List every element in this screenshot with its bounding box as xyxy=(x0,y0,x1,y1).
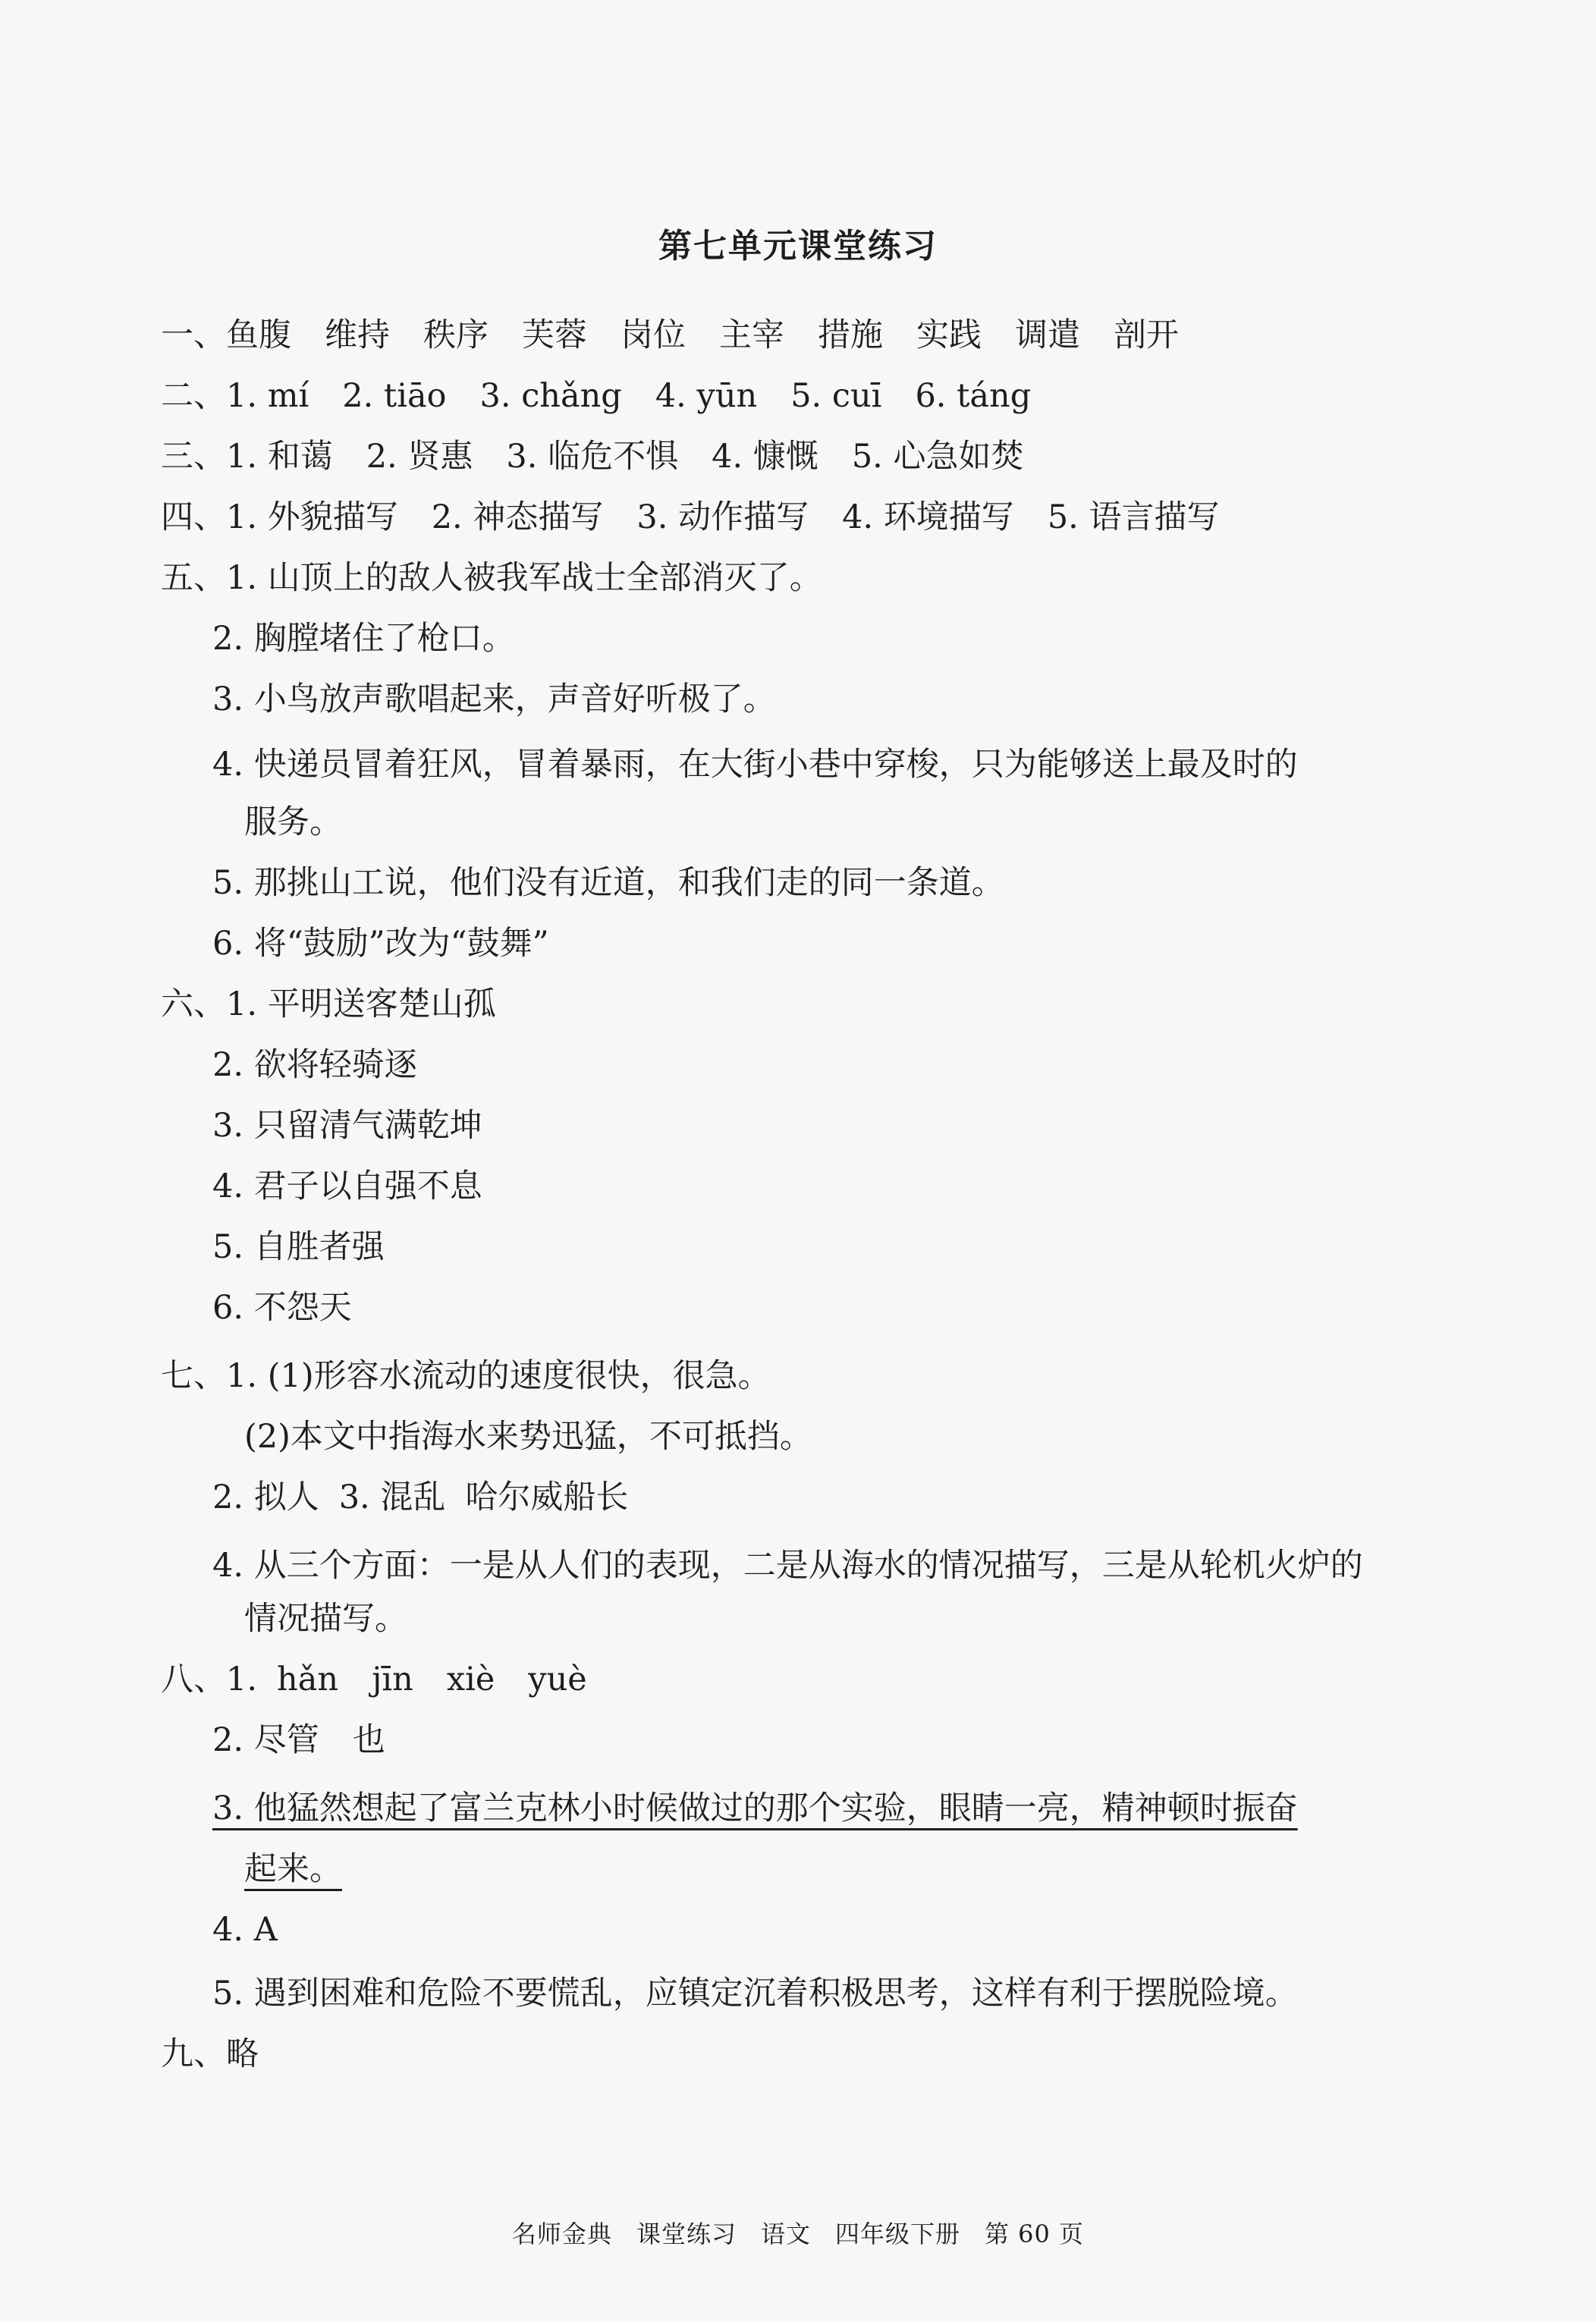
word: 秩序 xyxy=(423,316,489,354)
section-8-item-2 xyxy=(212,1719,385,1761)
section-8-item-5: 5. 遇到困难和危险不要慌乱，应镇定沉着积极思考，这样有利于摆脱险境。 xyxy=(212,1975,1298,2013)
answer-item: 也 xyxy=(352,1721,385,1759)
section-2-pinyin xyxy=(161,375,1031,417)
page-footer xyxy=(0,2215,1596,2250)
answer-item: 3. 临危不惧 xyxy=(506,438,679,476)
answer-item: 4. 慷慨 xyxy=(712,438,818,476)
section-6-item-5: 5. 自胜者强 xyxy=(212,1228,385,1266)
section-8-item-3-continued: 起来。 xyxy=(244,1850,342,1888)
answer-item: 2. tiāo xyxy=(342,377,447,415)
word: 鱼腹 xyxy=(226,316,291,354)
answer-item: 1. 山顶上的敌人被我军战士全部消灭了。 xyxy=(226,559,822,597)
answer-item: 1. xyxy=(226,1661,258,1698)
answer-item: 略 xyxy=(226,2035,259,2073)
section-8-item-4: 4. A xyxy=(212,1911,278,1949)
pinyin: yuè xyxy=(528,1661,587,1698)
section-9 xyxy=(161,2033,259,2075)
answer-item: 2. 尽管 xyxy=(212,1721,319,1759)
section-5-item-2: 2. 胸膛堵住了枪口。 xyxy=(212,620,515,658)
answer-item: 4. yūn xyxy=(655,377,758,415)
section-8-item-1 xyxy=(161,1658,587,1701)
answer-item: 1. 和蔼 xyxy=(226,438,333,476)
answer-item: 1. (1)形容水流动的速度很快，很急。 xyxy=(226,1357,771,1395)
word: 维持 xyxy=(325,316,390,354)
answer-item: 2. 神态描写 xyxy=(431,498,604,536)
pinyin: hǎn xyxy=(277,1661,339,1698)
answer-item: 5. 心急如焚 xyxy=(851,438,1024,476)
section-6-item-4: 4. 君子以自强不息 xyxy=(212,1167,482,1205)
word: 剖开 xyxy=(1114,316,1179,354)
section-5-item-1 xyxy=(161,557,822,599)
section-6-item-6: 6. 不怨天 xyxy=(212,1289,352,1327)
answer-item: 哈尔威船长 xyxy=(465,1478,629,1516)
section-7-item-1 xyxy=(161,1355,771,1397)
word: 措施 xyxy=(818,316,883,354)
answer-item: 3. 混乱 xyxy=(338,1478,446,1516)
answer-item: 1. 平明送客楚山孤 xyxy=(226,985,496,1023)
book-name: 名师金典 xyxy=(511,2220,612,2248)
section-6-item-3: 3. 只留清气满乾坤 xyxy=(212,1107,482,1145)
answer-item: 1. 外貌描写 xyxy=(226,498,398,536)
pinyin: jīn xyxy=(372,1661,413,1698)
answer-item: 3. 动作描写 xyxy=(636,498,809,536)
section-7-item-1-part-2: (2)本文中指海水来势迅猛，不可抵挡。 xyxy=(244,1418,812,1456)
section-marker: 四、 xyxy=(161,498,226,536)
section-5-item-3: 3. 小鸟放声歌唱起来，声音好听极了。 xyxy=(212,680,776,718)
section-marker: 一、 xyxy=(161,316,226,354)
pinyin: xiè xyxy=(446,1661,495,1698)
word: 芙蓉 xyxy=(522,316,587,354)
section-5-item-4: 4. 快递员冒着狂风，冒着暴雨，在大街小巷中穿梭，只为能够送上最及时的 xyxy=(212,746,1298,784)
answer-item: 2. 拟人 xyxy=(212,1478,319,1516)
answer-item: 1. mí xyxy=(226,377,309,415)
section-5-item-5: 5. 那挑山工说，他们没有近道，和我们走的同一条道。 xyxy=(212,864,1004,902)
section-7-item-4-continued: 情况描写。 xyxy=(244,1600,407,1638)
answer-item: 5. 语言描写 xyxy=(1047,498,1220,536)
section-marker: 五、 xyxy=(161,559,226,597)
subject: 语文 xyxy=(760,2220,811,2248)
section-6-item-2: 2. 欲将轻骑逐 xyxy=(212,1046,417,1084)
section-marker: 八、 xyxy=(161,1661,226,1698)
word: 岗位 xyxy=(620,316,686,354)
page-number: 第 60 页 xyxy=(984,2220,1085,2248)
grade: 四年级下册 xyxy=(834,2220,960,2248)
section-7-item-2-3 xyxy=(212,1476,628,1519)
section-marker: 三、 xyxy=(161,438,226,476)
answer-item: 2. 贤惠 xyxy=(366,438,473,476)
answer-item: 4. 环境描写 xyxy=(842,498,1014,536)
section-marker: 七、 xyxy=(161,1357,226,1395)
page-title: 第七单元课堂练习 xyxy=(658,227,938,266)
answer-item: 5. cuī xyxy=(790,377,882,415)
section-1-words xyxy=(161,314,1179,357)
word: 调遣 xyxy=(1015,316,1080,354)
answer-item: 3. chǎng xyxy=(479,377,622,415)
section-7-item-4: 4. 从三个方面：一是从人们的表现，二是从海水的情况描写，三是从轮机火炉的 xyxy=(212,1547,1363,1585)
section-5-item-6: 6. 将“鼓励”改为“鼓舞” xyxy=(212,925,549,963)
word: 主宰 xyxy=(719,316,784,354)
book-series: 课堂练习 xyxy=(636,2220,737,2248)
section-marker: 九、 xyxy=(161,2035,226,2073)
answer-item: 6. táng xyxy=(915,377,1032,415)
section-5-item-4-continued: 服务。 xyxy=(244,803,342,841)
word: 实践 xyxy=(916,316,982,354)
section-4-descriptions xyxy=(161,496,1220,539)
section-marker: 二、 xyxy=(161,377,226,415)
section-marker: 六、 xyxy=(161,985,226,1023)
section-3-words xyxy=(161,435,1024,478)
section-8-item-3: 3. 他猛然想起了富兰克林小时候做过的那个实验，眼睛一亮，精神顿时振奋 xyxy=(212,1789,1298,1827)
section-6-item-1 xyxy=(161,983,496,1026)
